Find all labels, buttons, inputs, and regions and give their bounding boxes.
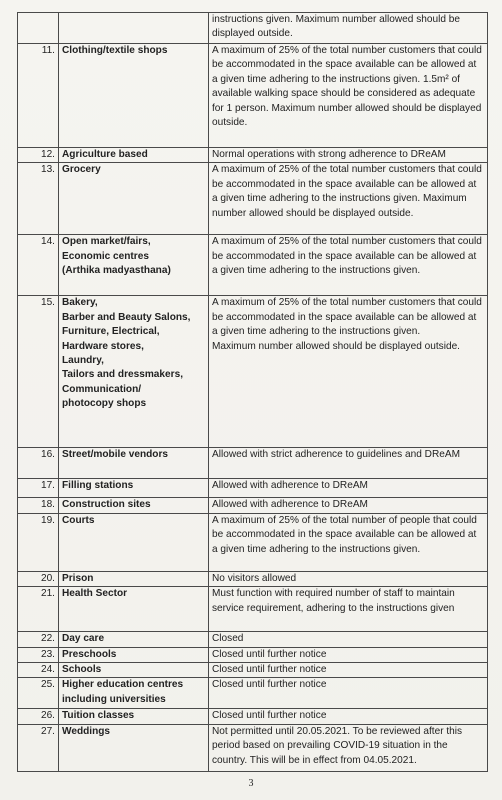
row-rule: A maximum of 25% of the total number customers that could be accommodated in the space available can be allowed at a given time adhering to the instructions given. 1.5m² of available walking space should be considered as adequate for 1 person. Maximum number allowed should be displayed outside. <box>209 44 488 148</box>
table-row <box>18 724 488 771</box>
row-category: Construction sites <box>59 498 209 513</box>
table-row <box>18 479 488 498</box>
table-row <box>18 663 488 678</box>
row-rule: Not permitted until 20.05.2021. To be reviewed after this period based on prevailing COVID-19 situation in the country. This will be in effect from 04.05.2021. <box>209 724 488 771</box>
page-number: 3 <box>248 778 254 789</box>
row-category: Tuition classes <box>59 709 209 724</box>
row-rule: Normal operations with strong adherence to DReAM <box>209 148 488 163</box>
row-category: Filling stations <box>59 479 209 498</box>
row-rule: Closed <box>209 632 488 647</box>
row-rule: A maximum of 25% of the total number customers that could be accommodated in the space available can be allowed at a given time adhering to the instructions given. <box>209 235 488 296</box>
row-number: 13. <box>18 163 59 235</box>
row-category: Courts <box>59 513 209 571</box>
row-category: Grocery <box>59 163 209 235</box>
row-rule: Allowed with adherence to DReAM <box>209 479 488 498</box>
row-rule: instructions given. Maximum number allowed should be displayed outside. <box>209 13 488 44</box>
table-row <box>18 632 488 647</box>
row-number: 27. <box>18 724 59 771</box>
row-number <box>18 13 59 44</box>
row-number: 16. <box>18 448 59 479</box>
row-category: Clothing/textile shops <box>59 44 209 148</box>
row-category: Day care <box>59 632 209 647</box>
table-row <box>18 678 488 709</box>
table-row <box>18 44 488 148</box>
row-number: 22. <box>18 632 59 647</box>
row-category: Open market/fairs, Economic centres (Arthika madyasthana) <box>59 235 209 296</box>
row-number: 24. <box>18 663 59 678</box>
row-rule: Closed until further notice <box>209 678 488 709</box>
table-row <box>18 235 488 296</box>
table-row <box>18 498 488 513</box>
row-rule: A maximum of 25% of the total number of people that could be accommodated in the space available can be allowed at a given time adhering to the instructions given. <box>209 513 488 571</box>
row-number: 12. <box>18 148 59 163</box>
row-number: 26. <box>18 709 59 724</box>
row-category: Preschools <box>59 647 209 662</box>
table-row <box>18 587 488 632</box>
row-number: 19. <box>18 513 59 571</box>
row-rule: No visitors allowed <box>209 571 488 586</box>
row-number: 18. <box>18 498 59 513</box>
row-category: Street/mobile vendors <box>59 448 209 479</box>
row-number: 14. <box>18 235 59 296</box>
row-rule: Closed until further notice <box>209 663 488 678</box>
row-rule: A maximum of 25% of the total number customers that could be accommodated in the space available can be allowed at a given time adhering to the instructions given. Maximum number allowed should be displayed outside. <box>209 296 488 448</box>
row-number: 11. <box>18 44 59 148</box>
row-number: 21. <box>18 587 59 632</box>
regulations-table <box>17 12 488 772</box>
row-rule: Closed until further notice <box>209 647 488 662</box>
row-number: 23. <box>18 647 59 662</box>
table-row <box>18 13 488 44</box>
row-category: Weddings <box>59 724 209 771</box>
row-category: Health Sector <box>59 587 209 632</box>
table-row <box>18 148 488 163</box>
row-rule: Allowed with adherence to DReAM <box>209 498 488 513</box>
row-category: Prison <box>59 571 209 586</box>
row-category: Bakery, Barber and Beauty Salons, Furniture, Electrical, Hardware stores, Laundry, Tailors and dressmakers, Communication/ photocopy shops <box>59 296 209 448</box>
row-number: 15. <box>18 296 59 448</box>
table-row <box>18 571 488 586</box>
row-category: Agriculture based <box>59 148 209 163</box>
table-row <box>18 647 488 662</box>
row-number: 20. <box>18 571 59 586</box>
row-number: 25. <box>18 678 59 709</box>
row-category <box>59 13 209 44</box>
table-row <box>18 163 488 235</box>
row-rule: Allowed with strict adherence to guidelines and DReAM <box>209 448 488 479</box>
row-rule: A maximum of 25% of the total number customers that could be accommodated in the space available can be allowed at a given time adhering to the instructions given. Maximum number allowed should be displayed outside. <box>209 163 488 235</box>
table-row <box>18 709 488 724</box>
row-category: Schools <box>59 663 209 678</box>
table-row <box>18 296 488 448</box>
row-number: 17. <box>18 479 59 498</box>
table-row <box>18 448 488 479</box>
row-category: Higher education centres including universities <box>59 678 209 709</box>
row-rule: Closed until further notice <box>209 709 488 724</box>
row-rule: Must function with required number of staff to maintain service requirement, adhering to the instructions given <box>209 587 488 632</box>
table-row <box>18 513 488 571</box>
